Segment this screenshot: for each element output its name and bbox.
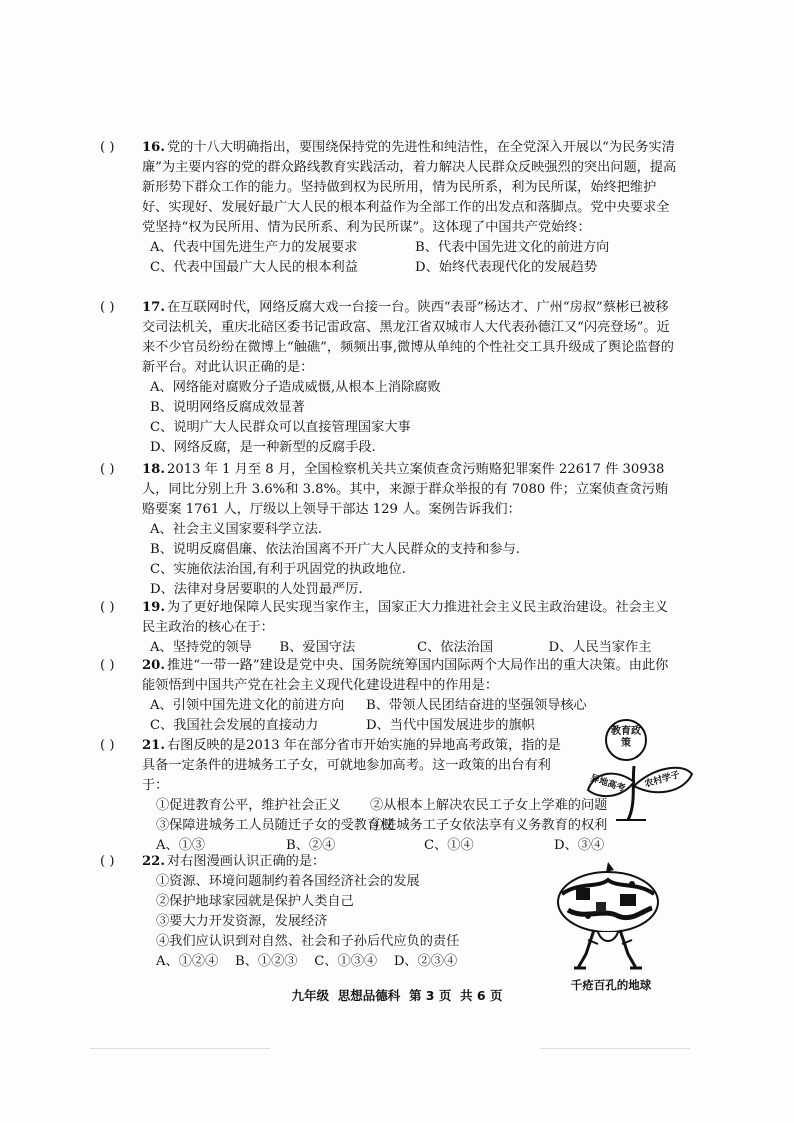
option-d[interactable]: D、人民当家作主 bbox=[548, 640, 652, 655]
earth-cartoon bbox=[548, 858, 668, 974]
option-b[interactable]: B、②④ bbox=[286, 838, 336, 853]
statement-1: ①资源、环境问题制约着各国经济社会的发展 bbox=[156, 874, 420, 889]
option-row bbox=[150, 238, 680, 258]
option-d[interactable]: D、③④ bbox=[554, 838, 605, 853]
page-footer: 九年级 思想品德科 第 3 页 共 6 页 bbox=[291, 988, 503, 1003]
option-row bbox=[150, 638, 680, 658]
question-17 bbox=[100, 298, 680, 458]
option-a[interactable]: A、坚持党的领导 bbox=[150, 640, 252, 655]
option-d[interactable]: D、始终代表现代化的发展趋势 bbox=[415, 260, 598, 275]
option-a[interactable]: A、引领中国先进文化的前进方向 bbox=[150, 698, 345, 713]
answer-paren[interactable]: ( ) bbox=[100, 854, 115, 869]
option-c[interactable]: C、①④ bbox=[424, 838, 474, 853]
option-b[interactable]: B、说明网络反腐成效显著 bbox=[150, 400, 305, 415]
option-c[interactable]: C、依法治国 bbox=[417, 640, 494, 655]
earth-cartoon-drawing bbox=[548, 858, 668, 974]
option-b[interactable]: B、代表中国先进文化的前进方向 bbox=[415, 240, 610, 255]
option-c[interactable]: C、说明广大人民群众可以直接管理国家大事 bbox=[150, 420, 411, 435]
question-stem: 21. 右图反映的是2013 年在部分省市开始实施的异地高考政策，指的是具备一定条件的进城务工子女，可就地参加高考。这一政策的出台有利于： bbox=[142, 738, 561, 793]
earth-cartoon-caption: 千疮百孔的地球 bbox=[570, 978, 652, 992]
question-stem: 16. 党的十八大明确指出，要围绕保持党的先进性和纯洁性，在全党深入开展以“为民务实清廉”为主要内容的党的群众路线教育实践活动，着力解决人民群众反映强烈的突出问题，提高新形势下群众工作的能力。坚持做到权为民所用，情为民所系，利为民所谋，始终把维护好、实现好、发展好最广大人民的根本利益作为全部工作的出发点和落脚点。党中央要求全党坚持“权为民所用、情为民所系、利为民所谋”。这体现了中国共产党始终： bbox=[142, 140, 677, 235]
question-stem: 22. 对右图漫画认识正确的是： bbox=[142, 854, 326, 869]
question-19 bbox=[100, 598, 680, 658]
option-d[interactable]: D、网络反腐，是一种新型的反腐手段. bbox=[150, 440, 376, 455]
answer-paren[interactable]: ( ) bbox=[100, 658, 115, 673]
leaf-right-label: 农村学子 bbox=[643, 770, 682, 790]
question-stem: 20. 推进“一带一路”建设是党中央、国务院统筹国内国际两个大局作出的重大决策。由此你能领悟到中国共产党在社会主义现代化建设进程中的作用是： bbox=[142, 658, 669, 693]
question-16 bbox=[100, 138, 680, 278]
option-a[interactable]: A、代表中国先进生产力的发展要求 bbox=[150, 240, 358, 255]
option-b[interactable]: B、爱国守法 bbox=[279, 640, 356, 655]
answer-paren[interactable]: ( ) bbox=[100, 300, 115, 315]
scan-artifact bbox=[90, 1048, 270, 1049]
option-b[interactable]: B、带领人民团结奋进的坚强领导核心 bbox=[366, 698, 587, 713]
option-b[interactable]: B、说明反腐倡廉、依法治国离不开广大人民群众的支持和参与. bbox=[150, 542, 520, 557]
option-d[interactable]: D、法律对身居要职的人处罚最严厉. bbox=[150, 582, 363, 597]
statement-2: ②从根本上解决农民工子女上学难的问题 bbox=[370, 798, 608, 813]
statement-3: ③要大力开发资源，发展经济 bbox=[156, 914, 328, 929]
scan-artifact bbox=[540, 1048, 690, 1049]
option-choices[interactable]: A、①②④ B、①②③ C、①③④ D、②③④ bbox=[156, 954, 458, 969]
statement-4: ④我们应认识到对自然、社会和子孙后代应负的责任 bbox=[156, 934, 460, 949]
options bbox=[100, 638, 680, 658]
option-c[interactable]: C、代表中国最广大人民的根本利益 bbox=[150, 260, 358, 275]
option-c[interactable]: C、实施依法治国,有利于巩固党的执政地位. bbox=[150, 562, 406, 577]
answer-paren[interactable]: ( ) bbox=[100, 600, 115, 615]
leaf-left-label: 异地高考 bbox=[588, 773, 627, 795]
options bbox=[100, 378, 680, 458]
option-a[interactable]: A、社会主义国家要科学立法. bbox=[150, 522, 322, 537]
options bbox=[100, 238, 680, 278]
option-a[interactable]: A、①③ bbox=[156, 838, 206, 853]
option-c[interactable]: C、我国社会发展的直接动力 bbox=[150, 718, 319, 733]
statement-4: ④进城务工子女依法享有义务教育的权利 bbox=[370, 818, 608, 833]
statement-3: ③保障进城务工人员随迁子女的受教育权 bbox=[156, 818, 394, 833]
question-stem: 19. 为了更好地保障人民实现当家作主，国家正大力推进社会主义民主政治建设。社会主义民主政治的核心在于： bbox=[142, 600, 669, 635]
question-18 bbox=[100, 460, 680, 600]
option-d[interactable]: D、当代中国发展进步的旗帜 bbox=[366, 718, 535, 733]
answer-paren[interactable]: ( ) bbox=[100, 462, 115, 477]
statement-2: ②保护地球家园就是保护人类自己 bbox=[156, 894, 354, 909]
policy-cartoon bbox=[586, 716, 696, 826]
answer-paren[interactable]: ( ) bbox=[100, 738, 115, 753]
question-stem: 18. 2013 年 1 月至 8 月，全国检察机关共立案侦查贪污贿赂犯罪案件 22617 件 30938 人，同比分别上升 3.6%和 3.8%。其中，来源于群众举报的有 7080 件；立案侦查贪污贿赂要案 1761 人，厅级以上领导干部达 129 人。案例告诉我们： bbox=[142, 462, 669, 517]
answer-paren[interactable]: ( ) bbox=[100, 140, 115, 155]
statement-1: ①促进教育公平，维护社会正义 bbox=[156, 798, 341, 813]
option-row bbox=[150, 696, 680, 716]
options bbox=[100, 520, 680, 600]
question-stem: 17. 在互联网时代，网络反腐大戏一台接一台。陕西“表哥”杨达才、广州“房叔”蔡彬已被移交司法机关，重庆北碚区委书记雷政富、黑龙江省双城市人大代表孙德江又“闪亮登场”。近来不少官员纷纷在微博上“触礁”，频频出事,微博从单纯的个性社交工具升级成了舆论监督的新平台。对此认识正确的是： bbox=[142, 300, 674, 375]
option-row bbox=[150, 258, 680, 278]
option-a[interactable]: A、网络能对腐败分子造成威慑,从根本上消除腐败 bbox=[150, 380, 441, 395]
policy-label: 教育政策 bbox=[611, 726, 641, 749]
